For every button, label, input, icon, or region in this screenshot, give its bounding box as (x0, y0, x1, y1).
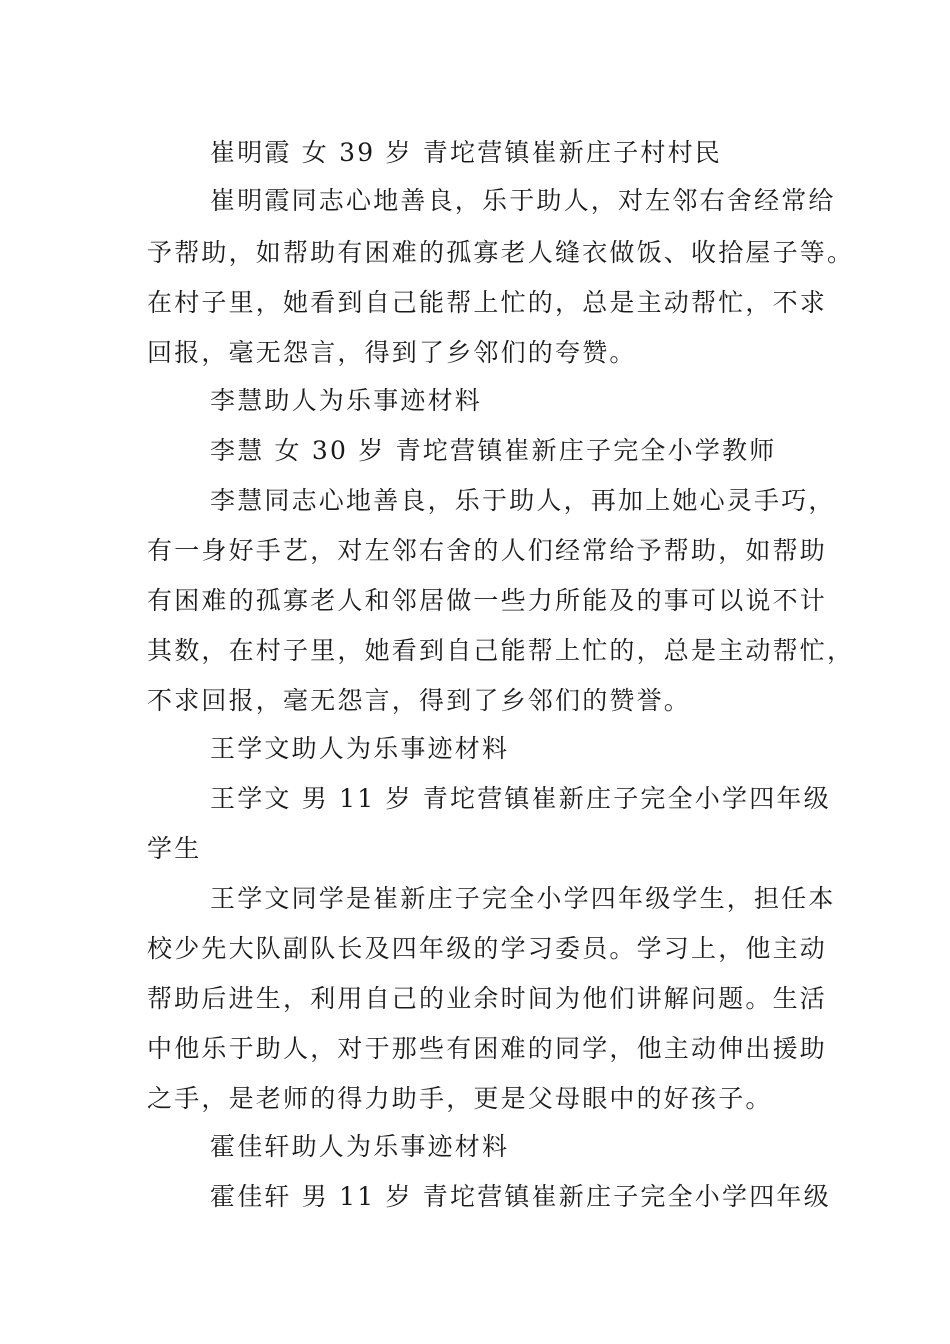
paragraph-line: 李慧同志心地善良，乐于助人，再加上她心灵手巧， (210, 486, 836, 515)
section-heading: 霍佳轩助人为乐事迹材料 (210, 1132, 510, 1161)
paragraph-line: 回报，毫无怨言，得到了乡邻们的夸赞。 (147, 338, 637, 367)
person-info-line: 崔明霞 女 39 岁 青坨营镇崔新庄子村村民 (210, 138, 723, 167)
person-info-line: 霍佳轩 男 11 岁 青坨营镇崔新庄子完全小学四年级 (210, 1182, 831, 1211)
paragraph-line: 有一身好手艺，对左邻右舍的人们经常给予帮助，如帮助 (147, 536, 828, 565)
section-heading: 王学文助人为乐事迹材料 (210, 734, 510, 763)
paragraph-line: 崔明霞同志心地善良，乐于助人，对左邻右舍经常给 (210, 186, 836, 215)
person-info-line: 王学文 男 11 岁 青坨营镇崔新庄子完全小学四年级 (210, 784, 831, 813)
paragraph-line: 不求回报，毫无怨言，得到了乡邻们的赞誉。 (147, 686, 692, 715)
person-info-line: 学生 (147, 834, 202, 863)
paragraph-line: 其数，在村子里，她看到自己能帮上忙的，总是主动帮忙， (147, 636, 855, 665)
paragraph-line: 校少先大队副队长及四年级的学习委员。学习上，他主动 (147, 934, 828, 963)
paragraph-line: 王学文同学是崔新庄子完全小学四年级学生，担任本 (210, 884, 836, 913)
paragraph-line: 之手，是老师的得力助手，更是父母眼中的好孩子。 (147, 1084, 773, 1113)
section-heading: 李慧助人为乐事迹材料 (210, 386, 483, 415)
paragraph-line: 予帮助，如帮助有困难的孤寡老人缝衣做饭、收拾屋子等。 (147, 238, 855, 267)
person-info-line: 李慧 女 30 岁 青坨营镇崔新庄子完全小学教师 (210, 436, 777, 465)
paragraph-line: 中他乐于助人，对于那些有困难的同学，他主动伸出援助 (147, 1034, 828, 1063)
paragraph-line: 在村子里，她看到自己能帮上忙的，总是主动帮忙，不求 (147, 288, 828, 317)
paragraph-line: 有困难的孤寡老人和邻居做一些力所能及的事可以说不计 (147, 586, 828, 615)
paragraph-line: 帮助后进生，利用自己的业余时间为他们讲解问题。生活 (147, 984, 828, 1013)
